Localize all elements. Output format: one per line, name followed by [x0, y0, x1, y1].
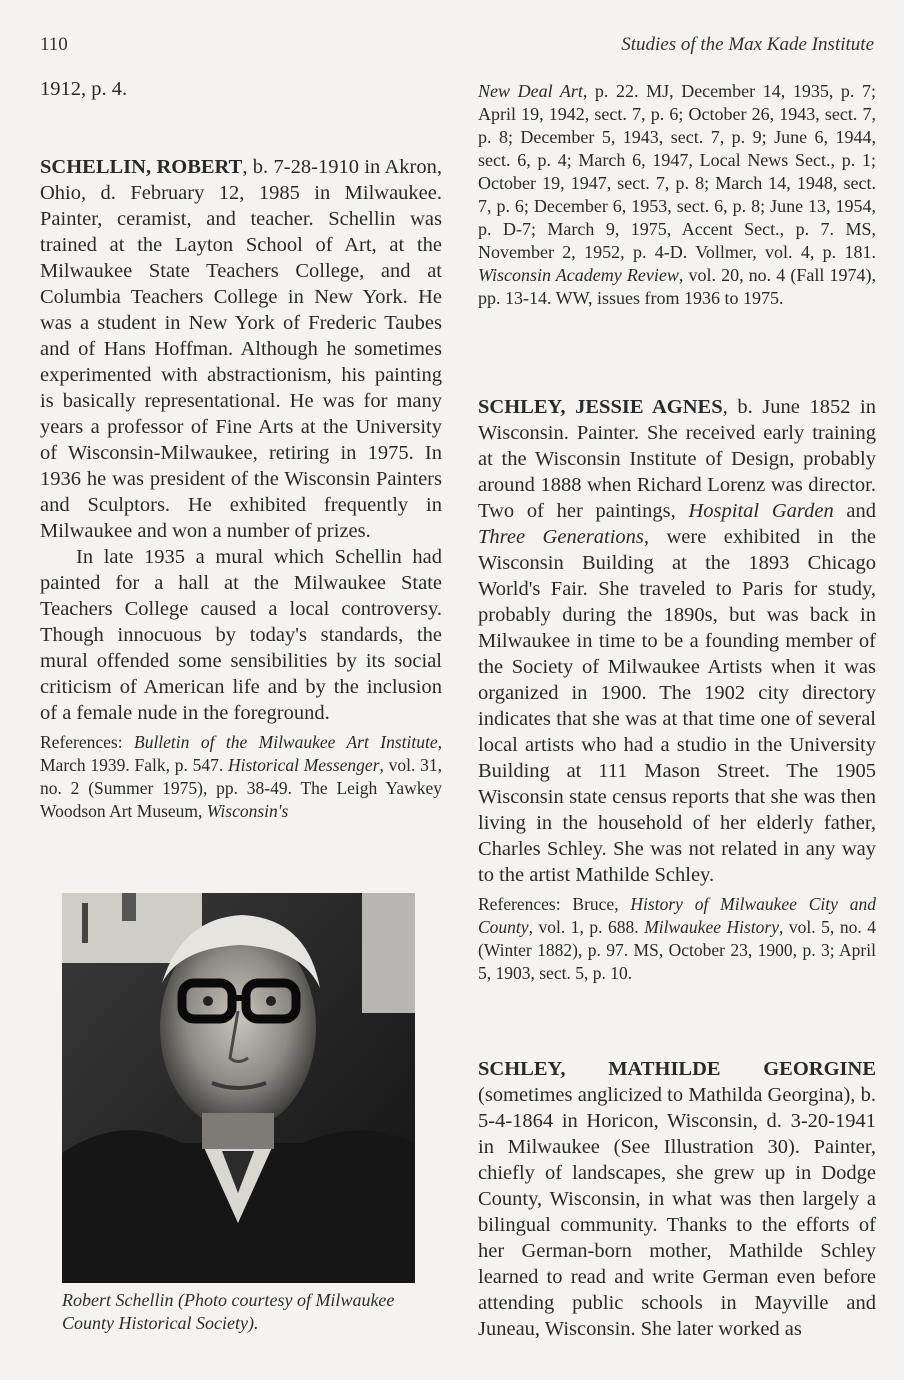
entry-paragraph: SCHLEY, JESSIE AGNES, b. June 1852 in Wisconsin. Painter. She received early training at the Wisconsin Institute of Design, probably around 1888 when Richard Lorenz was director. Two of her paintings, Hospital Garden and Three Generations, were exhibited in the Wisconsin Building at the 1893 Chicago World's Fair. She traveled to Paris for study, probably during the 1890s, but was back in Milwaukee in time to be a founding member of the Society of Milwaukee Artists when it was organized in 1900. The 1902 city directory indicates that she was at that time one of several local artists who had a studio in the University Building at 111 Mason Street. The 1905 Wisconsin state census reports that she was then living in the household of her elderly father, Charles Schley. She was not related in any way to the artist Mathilde Schley.	[478, 396, 877, 886]
entry-mathilde-schley	[478, 1056, 876, 1342]
left-column	[40, 76, 442, 102]
entry-name: SCHELLIN, ROBERT	[40, 156, 243, 178]
portrait-image	[62, 893, 415, 1283]
entry-paragraph: SCHELLIN, ROBERT, b. 7-28-1910 in Akron, Ohio, d. February 12, 1985 in Milwaukee. Painter, ceramist, and teacher. Schellin was trained at the Layton School of Art, at the Milwaukee State Teachers College, and at Columbia Teachers College in New York. He was a student in New York of Frederic Taubes and of Hans Hoffman. Although he sometimes experimented with abstractionism, his painting is basically representational. He was for many years a professor of Fine Arts at the University of Wisconsin-Milwaukee, retiring in 1975. In 1936 he was president of the Wisconsin Painters and Sculptors. He exhibited frequently in Milwaukee and won a number of prizes.	[40, 156, 442, 542]
references: References: Bulletin of the Milwaukee Art Institute, March 1939. Falk, p. 547. Historical Messenger, vol. 31, no. 2 (Summer 1975), pp. 38-49. The Leigh Yawkey Woodson Art Museum, Wisconsin's	[40, 732, 442, 821]
entry-name: SCHLEY, MATHILDE GEORGINE	[478, 1058, 876, 1080]
entry-paragraph: SCHLEY, MATHILDE GEORGINE (sometimes anglicized to Mathilda Georgina), b. 5-4-1864 in Horicon, Wisconsin, d. 3-20-1941 in Milwaukee (See Illustration 30). Painter, chiefly of landscapes, she grew up in Dodge County, Wisconsin, in what was then largely a bilingual community. Thanks to the efforts of her German-born mother, Mathilde Schley learned to read and write German even before attending public schools in Mayville and Juneau, Wisconsin. She later worked as	[478, 1058, 876, 1340]
entry-name: SCHLEY, JESSIE AGNES	[478, 396, 723, 418]
running-title: Studies of the Max Kade Institute	[621, 34, 874, 55]
page-number: 110	[40, 34, 68, 55]
references-continued: New Deal Art, p. 22. MJ, December 14, 1935, p. 7; April 19, 1942, sect. 7, p. 6; October 26, 1943, sect. 7, p. 8; December 5, 1943, sect. 7, p. 9; June 6, 1944, sect. 6, p. 4; March 6, 1947, Local News Sect., p. 1; October 19, 1947, sect. 7, p. 8; March 14, 1948, sect. 7, p. 6; December 6, 1953, sect. 6, p. 8; June 13, 1954, p. D-7; March 9, 1975, Accent Sect., p. 7. MS, November 2, 1952, p. 4-D. Vollmer, vol. 4, p. 181. Wisconsin Academy Review, vol. 20, no. 4 (Fall 1974), pp. 13-14. WW, issues from 1936 to 1975.	[478, 81, 877, 308]
references: References: Bruce, History of Milwaukee City and County, vol. 1, p. 688. Milwaukee History, vol. 5, no. 4 (Winter 1882), p. 97. MS, October 23, 1900, p. 3; April 5, 1903, sect. 5, p. 10.	[478, 894, 876, 983]
portrait-photo	[62, 893, 415, 1283]
right-column-continuation	[478, 80, 876, 310]
continued-text: 1912, p. 4.	[40, 78, 128, 100]
entry-jessie-schley	[478, 394, 876, 985]
photo-caption: Robert Schellin (Photo courtesy of Milwaukee County Historical Society).	[62, 1290, 395, 1333]
entry-schellin	[40, 154, 442, 823]
entry-paragraph: In late 1935 a mural which Schellin had painted for a hall at the Milwaukee State Teachers College caused a local controversy. Though innocuous by today's standards, the mural offended some sensibilities by its social criticism of American life and by the inclusion of a female nude in the foreground.	[40, 546, 442, 724]
